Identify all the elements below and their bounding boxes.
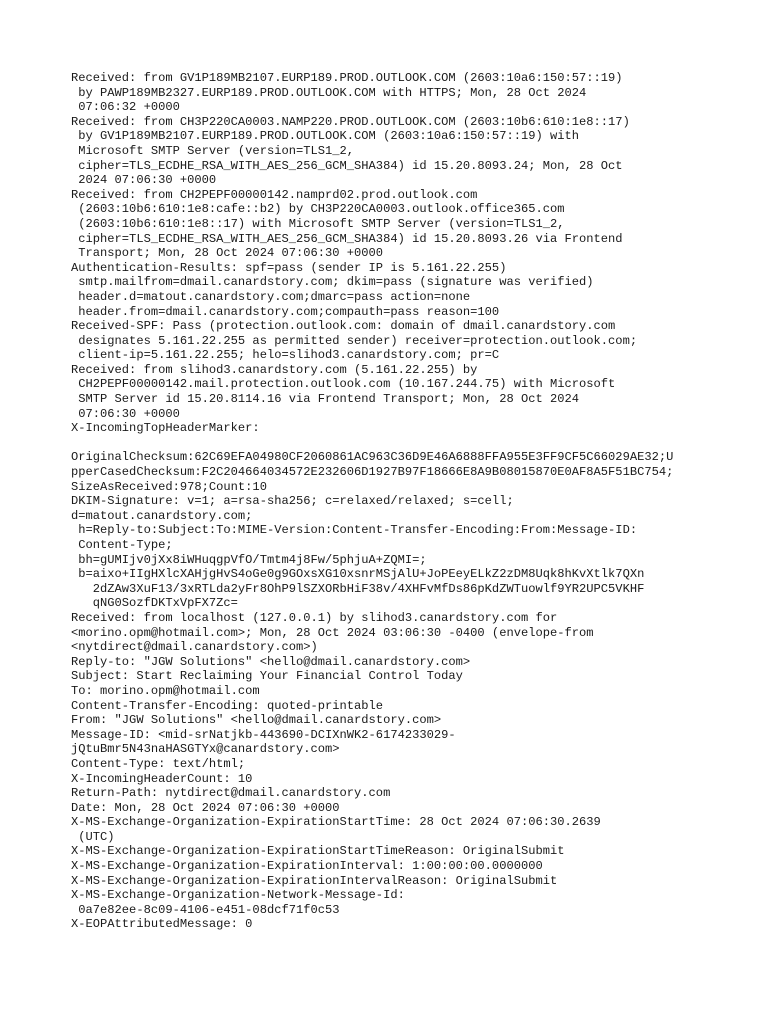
header-line: Microsoft SMTP Server (version=TLS1_2, <box>71 143 355 158</box>
header-line: 0a7e82ee-8c09-4106-e451-08dcf71f0c53 <box>71 902 340 917</box>
header-line: Return-Path: nytdirect@dmail.canardstory.com <box>71 786 391 801</box>
header-line: X-MS-Exchange-Organization-ExpirationIntervalReason: OriginalSubmit <box>71 873 558 888</box>
email-header-text <box>71 71 761 932</box>
header-line: X-MS-Exchange-Organization-ExpirationStartTime: 28 Oct 2024 07:06:30.2639 <box>71 815 601 830</box>
header-line: bh=gUMIjv0jXx8iWHuqgpVfO/Tmtm4j8Fw/5phjuA+ZQMI=; <box>71 552 427 567</box>
header-line: Transport; Mon, 28 Oct 2024 07:06:30 +0000 <box>71 246 384 261</box>
header-line <box>71 436 761 451</box>
header-line: client-ip=5.161.22.255; helo=slihod3.canardstory.com; pr=C <box>71 348 500 363</box>
header-line: X-MS-Exchange-Organization-ExpirationStartTimeReason: OriginalSubmit <box>71 844 565 859</box>
header-line: DKIM-Signature: v=1; a=rsa-sha256; c=relaxed/relaxed; s=cell; <box>71 494 514 509</box>
header-line: designates 5.161.22.255 as permitted sender) receiver=protection.outlook.com; <box>71 333 638 348</box>
header-line: X-MS-Exchange-Organization-Network-Message-Id: <box>71 888 405 903</box>
header-line: Message-ID: <mid-srNatjkb-443690-DCIXnWK2-6174233029- <box>71 727 456 742</box>
header-line: pperCasedChecksum:F2C204664034572E232606D1927B97F18666E8A9B08015870E0AF8A5F51BC754; <box>71 465 674 480</box>
header-line: Received: from CH3P220CA0003.NAMP220.PROD.OUTLOOK.COM (2603:10b6:610:1e8::17) <box>71 114 630 129</box>
header-line: b=aixo+IIgHXlcXAHjgHvS4oGe0g9GOxsXG10xsnrMSjAlU+JoPEeyELkZ2zDM8Uqk8hKvXtlk7QXn <box>71 567 645 582</box>
header-line: header.from=dmail.canardstory.com;compauth=pass reason=100 <box>71 304 500 319</box>
header-line: Received: from slihod3.canardstory.com (5.161.22.255) by <box>71 362 478 377</box>
header-line: jQtuBmr5N43naHASGTYx@canardstory.com> <box>71 742 340 757</box>
header-line: Subject: Start Reclaiming Your Financial Control Today <box>71 669 463 684</box>
header-line: To: morino.opm@hotmail.com <box>71 683 260 698</box>
header-line: Received-SPF: Pass (protection.outlook.com: domain of dmail.canardstory.com <box>71 319 616 334</box>
header-line: by PAWP189MB2327.EURP189.PROD.OUTLOOK.COM with HTTPS; Mon, 28 Oct 2024 <box>71 85 587 100</box>
header-line: 2024 07:06:30 +0000 <box>71 173 217 188</box>
header-line: cipher=TLS_ECDHE_RSA_WITH_AES_256_GCM_SHA384) id 15.20.8093.24; Mon, 28 Oct <box>71 158 623 173</box>
header-line: Content-Type; <box>71 538 173 552</box>
header-line: Reply-to: "JGW Solutions" <hello@dmail.canardstory.com> <box>71 654 471 669</box>
header-line: Content-Transfer-Encoding: quoted-printable <box>71 698 384 713</box>
header-line: by GV1P189MB2107.EURP189.PROD.OUTLOOK.COM (2603:10a6:150:57::19) with <box>71 129 580 144</box>
header-line: Received: from GV1P189MB2107.EURP189.PROD.OUTLOOK.COM (2603:10a6:150:57::19) <box>71 71 623 85</box>
header-line: h=Reply-to:Subject:To:MIME-Version:Content-Transfer-Encoding:From:Message-ID: <box>71 523 638 538</box>
header-line: SizeAsReceived:978;Count:10 <box>71 479 267 494</box>
header-line: <nytdirect@dmail.canardstory.com>) <box>71 640 318 655</box>
header-line: Received: from CH2PEPF00000142.namprd02.prod.outlook.com <box>71 187 478 202</box>
header-line: Date: Mon, 28 Oct 2024 07:06:30 +0000 <box>71 800 340 815</box>
header-line: header.d=matout.canardstory.com;dmarc=pass action=none <box>71 289 471 304</box>
header-line: Content-Type: text/html; <box>71 756 246 771</box>
header-line: cipher=TLS_ECDHE_RSA_WITH_AES_256_GCM_SHA384) id 15.20.8093.26 via Frontend <box>71 231 623 246</box>
header-line: smtp.mailfrom=dmail.canardstory.com; dkim=pass (signature was verified) <box>71 275 594 290</box>
header-line: (UTC) <box>71 829 115 844</box>
header-line: X-IncomingTopHeaderMarker: <box>71 421 260 436</box>
header-line: SMTP Server id 15.20.8114.16 via Frontend Transport; Mon, 28 Oct 2024 <box>71 392 580 407</box>
header-line: 07:06:30 +0000 <box>71 406 180 421</box>
header-line: 2dZAw3XuF13/3xRTLda2yFr8OhP9lSZXORbHiF38v/4XHFvMfDs86pKdZWTuowlf9YR2UPC5VKHF <box>71 581 645 596</box>
header-line: From: "JGW Solutions" <hello@dmail.canardstory.com> <box>71 713 442 728</box>
header-line: Received: from localhost (127.0.0.1) by slihod3.canardstory.com for <box>71 610 558 625</box>
header-line: 07:06:32 +0000 <box>71 100 180 115</box>
header-line: (2603:10b6:610:1e8::17) with Microsoft SMTP Server (version=TLS1_2, <box>71 216 565 231</box>
header-line: CH2PEPF00000142.mail.protection.outlook.com (10.167.244.75) with Microsoft <box>71 377 616 392</box>
header-line: qNG0SozfDKTxVpFX7Zc= <box>71 596 238 611</box>
header-line: (2603:10b6:610:1e8:cafe::b2) by CH3P220CA0003.outlook.office365.com <box>71 202 565 217</box>
header-line: X-IncomingHeaderCount: 10 <box>71 771 253 786</box>
header-line: d=matout.canardstory.com; <box>71 508 253 523</box>
header-line: Authentication-Results: spf=pass (sender IP is 5.161.22.255) <box>71 260 507 275</box>
header-line: <morino.opm@hotmail.com>; Mon, 28 Oct 2024 03:06:30 -0400 (envelope-from <box>71 625 594 640</box>
header-line: X-EOPAttributedMessage: 0 <box>71 917 253 932</box>
header-line: X-MS-Exchange-Organization-ExpirationInterval: 1:00:00:00.0000000 <box>71 859 543 874</box>
header-line: OriginalChecksum:62C69EFA04980CF2060861AC963C36D9E46A6888FFA955E3FF9CF5C66029AE32;U <box>71 450 674 465</box>
